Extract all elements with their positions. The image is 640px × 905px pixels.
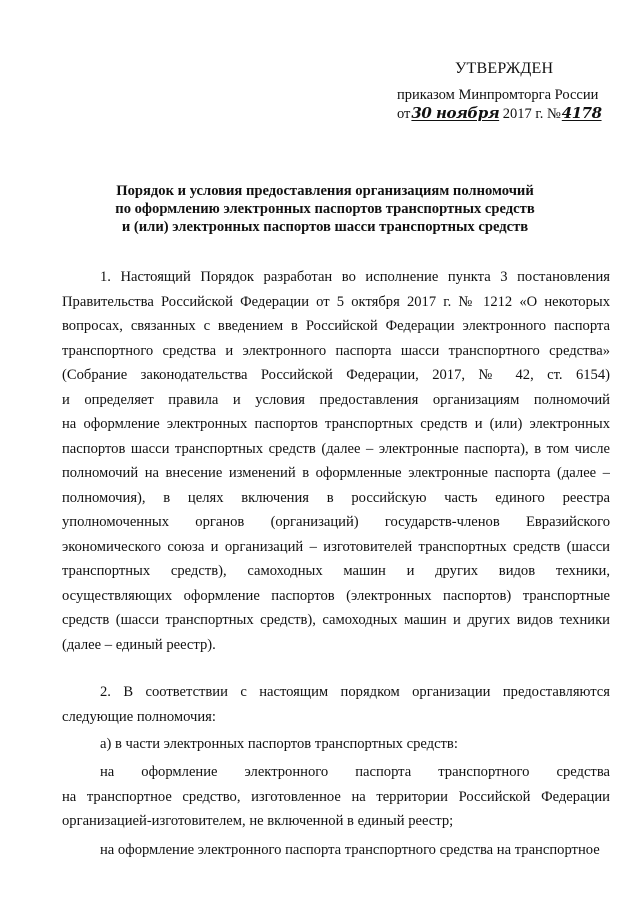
- paragraph-line: (Собрание законодательства Российской Федерации, 2017, № 42, ст. 6154): [62, 367, 610, 383]
- title-line: и (или) электронных паспортов шасси транспортных средств: [121, 219, 529, 235]
- paragraph-2: [62, 680, 610, 729]
- paragraph-line: 2. В соответствии с настоящим порядком организации предоставляются: [100, 684, 610, 700]
- item-a: [62, 732, 610, 757]
- paragraph-line: полномочия), в целях включения в российскую часть единого реестра: [62, 489, 610, 506]
- paragraph-line: (далее – единый реестр).: [62, 636, 216, 653]
- paragraph-line: Правительства Российской Федерации от 5 октября 2017 г. № 1212 «О некоторых: [62, 293, 610, 310]
- order-date-line: [397, 104, 602, 123]
- paragraph-line: и определяет правила и условия предоставления организациям полномочий: [62, 391, 610, 408]
- paragraph-line: 1. Настоящий Порядок разработан во исполнение пункта 3 постановления: [100, 269, 610, 285]
- approved-heading: УТВЕРЖДЕН: [455, 60, 554, 77]
- paragraph-line: транспортных средств), самоходных машин и других видов техники,: [62, 563, 610, 579]
- title-line: Порядок и условия предоставления организациям полномочий: [116, 183, 534, 199]
- paragraph-line: уполномоченных органов (организаций) государств-членов Евразийского: [62, 514, 610, 530]
- item-a-heading: а) в части электронных паспортов транспортных средств:: [100, 736, 458, 752]
- paragraph-line: на оформление электронного паспорта транспортного средства: [100, 764, 610, 780]
- paragraph-line: вопросах, связанных с введением в Российской Федерации электронного паспорта: [62, 318, 610, 334]
- document-title: [60, 182, 590, 236]
- paragraph-line: на оформление электронного паспорта транспортного средства на транспортное: [100, 842, 600, 858]
- paragraph-line: полномочий на внесение изменений в оформленные электронные паспорта (далее –: [62, 465, 610, 481]
- title-line: по оформлению электронных паспортов транспортных средств: [115, 201, 535, 217]
- paragraph-line: следующие полномочия:: [62, 708, 216, 725]
- paragraph-line: на оформление электронных паспортов транспортных средств и (или) электронных: [62, 416, 610, 432]
- date-prefix: от: [397, 106, 411, 122]
- paragraph-line: экономического союза и организаций – изготовителей транспортных средств (шасси: [62, 538, 610, 555]
- paragraph-line: организацией-изготовителем, не включенной в единый реестр;: [62, 813, 454, 829]
- paragraph-line: паспортов шасси транспортных средств (далее – электронные паспорта), в том числе: [62, 440, 610, 457]
- handwritten-date: 30 ноября: [411, 104, 500, 122]
- paragraph-line: транспортного средства и электронного паспорта шасси транспортного средства»: [62, 342, 610, 359]
- paragraph-line: средств (шасси транспортных средств), самоходных машин и других видов техники: [62, 612, 610, 628]
- paragraph-line: осуществляющих оформление паспортов (электронных паспортов) транспортные: [62, 587, 610, 604]
- item-a-subitem-1: [62, 760, 610, 834]
- handwritten-order-number: 4178: [561, 104, 602, 122]
- order-reference: приказом Минпромторга России: [397, 87, 599, 103]
- item-a-subitem-2: [62, 838, 610, 863]
- date-suffix: 2017 г. №: [502, 106, 561, 122]
- paragraph-1: [62, 265, 610, 657]
- paragraph-line: на транспортное средство, изготовленное на территории Российской Федерации: [62, 788, 610, 805]
